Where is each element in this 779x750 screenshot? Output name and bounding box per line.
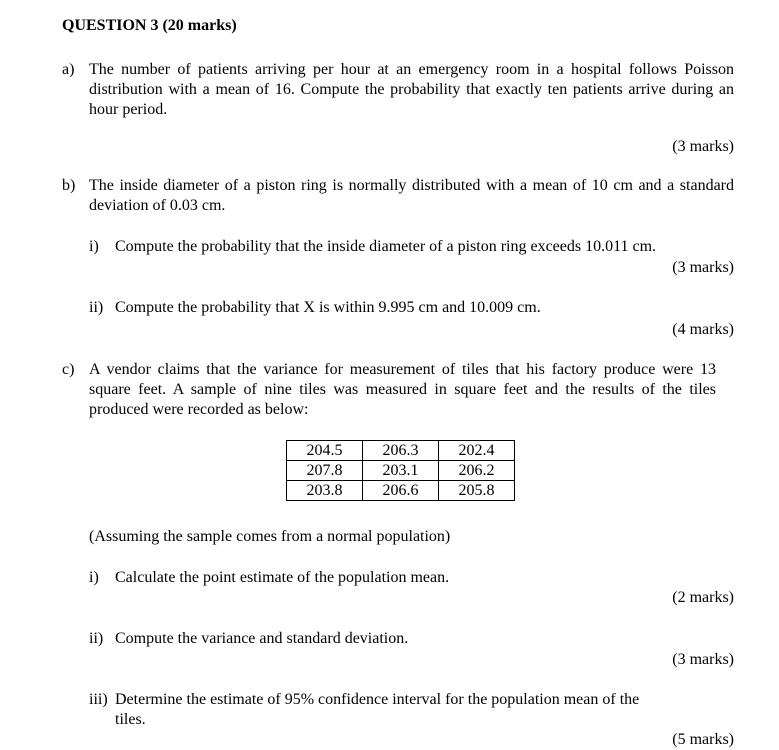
part-c-ii-label: ii): [89, 630, 104, 647]
table-cell: 207.8: [287, 461, 363, 481]
part-b-i-marks: (3 marks): [672, 259, 734, 276]
table-row: [287, 461, 515, 481]
part-a-text: The number of patients arriving per hour at an emergency room in a hospital follows Poisson distribution with a mean of 16. Compute the probability that exactly ten patients arrive during an hour period.: [89, 61, 734, 118]
table-cell: 204.5: [287, 441, 363, 461]
table-cell: 202.4: [439, 441, 515, 461]
table-row: [287, 441, 515, 461]
part-b-ii-label: ii): [89, 299, 104, 316]
part-b-ii-text: Compute the probability that X is within 9.995 cm and 10.009 cm.: [115, 299, 541, 316]
table-cell: 206.3: [363, 441, 439, 461]
part-c-iii-text-line1: Determine the estimate of 95% confidence interval for the population mean of the: [115, 691, 640, 708]
table-cell: 206.2: [439, 461, 515, 481]
part-a-label: a): [62, 61, 75, 78]
part-a-marks: (3 marks): [672, 138, 734, 155]
part-b-i-text: Compute the probability that the inside diameter of a piston ring exceeds 10.011 cm.: [115, 238, 657, 255]
table-row: [287, 481, 515, 501]
part-c-ii-marks: (3 marks): [672, 651, 734, 668]
part-c-i-label: i): [89, 569, 99, 586]
part-c-assumption: (Assuming the sample comes from a normal population): [89, 528, 451, 545]
part-c-i-text: Calculate the point estimate of the population mean.: [115, 569, 450, 586]
tiles-table: [286, 440, 515, 501]
part-c-iii-text-line2: tiles.: [115, 711, 146, 728]
table-cell: 203.1: [363, 461, 439, 481]
table-cell: 206.6: [363, 481, 439, 501]
part-c-text: A vendor claims that the variance for measurement of tiles that his factory produce were 13 square feet. A sample of nine tiles was measured in square feet and the results of the tiles produced were recorded as below:: [89, 361, 716, 418]
part-b-label: b): [62, 177, 76, 194]
part-c-iii-marks: (5 marks): [672, 731, 734, 748]
part-b-ii-marks: (4 marks): [672, 321, 734, 338]
table-cell: 205.8: [439, 481, 515, 501]
part-c-label: c): [62, 361, 75, 378]
table-cell: 203.8: [287, 481, 363, 501]
part-c-ii-text: Compute the variance and standard deviation.: [115, 630, 409, 647]
part-b-text: The inside diameter of a piston ring is normally distributed with a mean of 10 cm and a standard deviation of 0.03 cm.: [89, 177, 734, 214]
part-b-i-label: i): [89, 238, 99, 255]
question-title: QUESTION 3 (20 marks): [62, 17, 237, 34]
part-c-i-marks: (2 marks): [672, 589, 734, 606]
part-c-iii-label: iii): [89, 691, 108, 708]
